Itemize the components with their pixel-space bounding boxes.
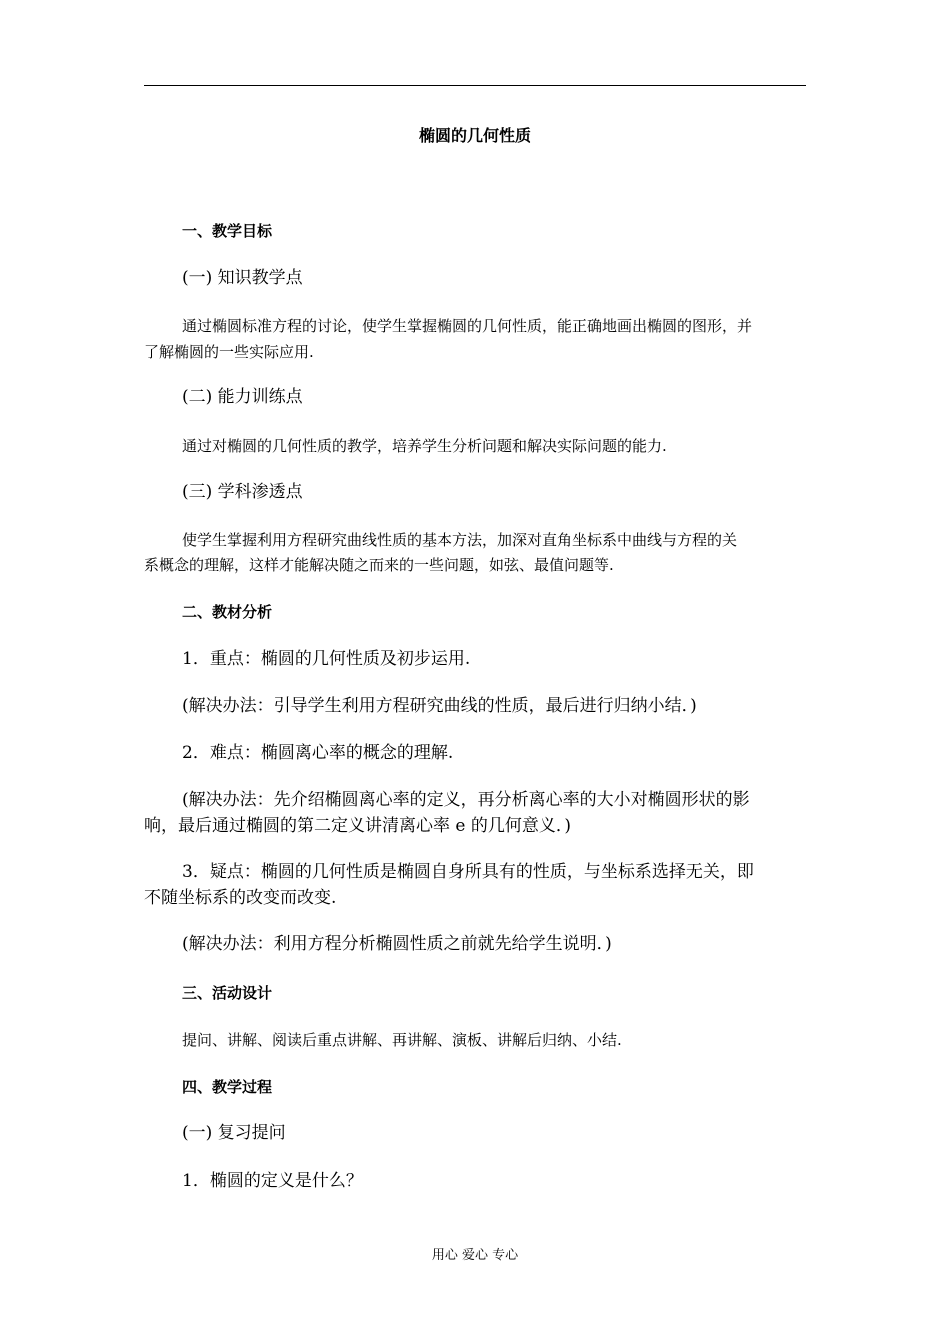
paragraph-line: (解决办法：引导学生利用方程研究曲线的性质，最后进行归纳小结．) <box>182 696 697 716</box>
subheading-ability: (二) 能力训练点 <box>182 387 303 407</box>
paragraph-line: 了解椭圆的一些实际应用. <box>144 343 314 361</box>
section-heading-objectives: 一、教学目标 <box>182 222 273 240</box>
paragraph-line: (解决办法：先介绍椭圆离心率的定义，再分析离心率的大小对椭圆形状的影 <box>182 790 750 810</box>
paragraph-line: 3．疑点：椭圆的几何性质是椭圆自身所具有的性质，与坐标系选择无关，即 <box>182 862 754 882</box>
subheading-discipline: (三) 学科渗透点 <box>182 482 303 502</box>
document-title: 椭圆的几何性质 <box>418 126 531 145</box>
paragraph-line: 通过对椭圆的几何性质的教学，培养学生分析问题和解决实际问题的能力. <box>182 437 667 455</box>
paragraph-line: 使学生掌握利用方程研究曲线性质的基本方法，加深对直角坐标系中曲线与方程的关 <box>182 531 738 549</box>
paragraph-line: 1．椭圆的定义是什么？ <box>182 1171 363 1191</box>
subheading-knowledge: (一) 知识教学点 <box>182 268 303 288</box>
paragraph-line: 不随坐标系的改变而改变. <box>144 888 337 908</box>
section-heading-analysis: 二、教材分析 <box>182 603 273 621</box>
page-footer: 用心 爱心 专心 <box>431 1248 519 1263</box>
paragraph-line: 2．难点：椭圆离心率的概念的理解. <box>182 743 454 763</box>
header-rule <box>144 85 806 86</box>
paragraph-line: 1．重点：椭圆的几何性质及初步运用. <box>182 649 471 669</box>
paragraph-line: 提问、讲解、阅读后重点讲解、再讲解、演板、讲解后归纳、小结. <box>182 1031 622 1049</box>
paragraph-line: 响，最后通过椭圆的第二定义讲清离心率 e 的几何意义．) <box>144 816 571 836</box>
paragraph-line: 通过椭圆标准方程的讨论，使学生掌握椭圆的几何性质，能正确地画出椭圆的图形，并 <box>182 317 753 335</box>
paragraph-line: 系概念的理解，这样才能解决随之而来的一些问题，如弦、最值问题等. <box>144 556 614 574</box>
subheading-review: (一) 复习提问 <box>182 1123 286 1143</box>
section-heading-process: 四、教学过程 <box>182 1078 273 1096</box>
section-heading-activity: 三、活动设计 <box>182 984 273 1002</box>
paragraph-line: (解决办法：利用方程分析椭圆性质之前就先给学生说明．) <box>182 934 612 954</box>
